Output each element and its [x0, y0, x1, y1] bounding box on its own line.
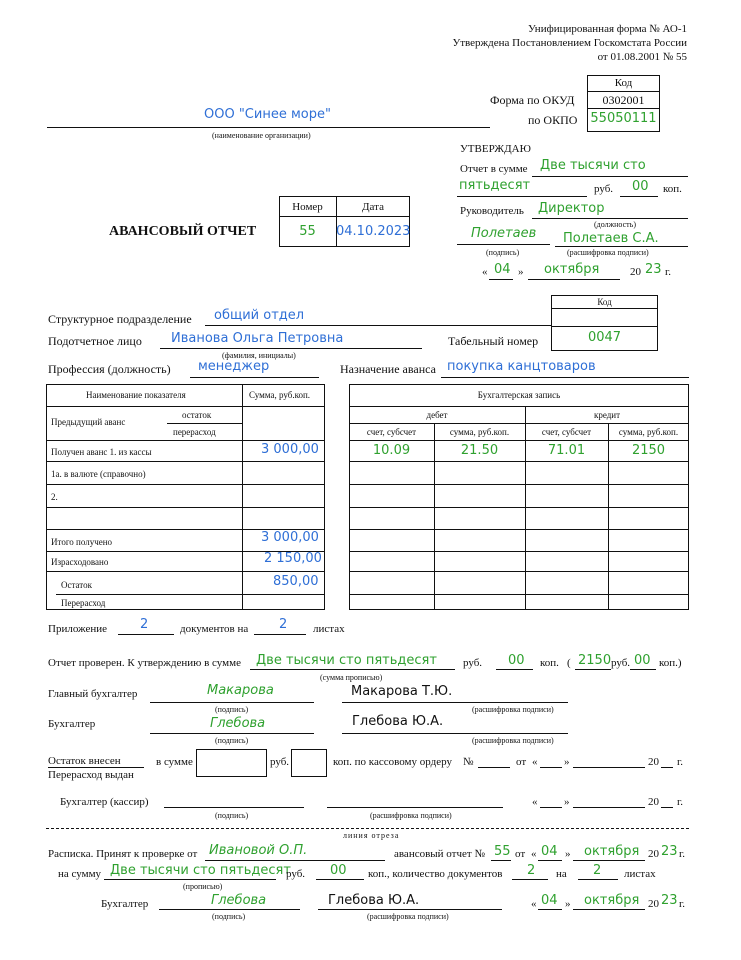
receipt-month: октября	[584, 844, 640, 859]
approve-head-label: Руководитель	[460, 205, 524, 217]
receipt2-year-prefix: 20	[648, 898, 659, 910]
receipt-quote-close: »	[565, 848, 571, 860]
receipt-year2: 23	[661, 893, 678, 908]
receipt-month2: октября	[584, 893, 640, 908]
report-date: 04.10.2023	[336, 224, 411, 239]
report-date-label: Дата	[362, 201, 384, 213]
tab-number-label: Табельный номер	[448, 334, 539, 348]
approve-quote-close: »	[518, 266, 524, 278]
approve-rub: руб.	[594, 183, 614, 195]
approve-kop-value: 00	[632, 179, 649, 194]
approve-decode-caption: (расшифровка подписи)	[567, 248, 649, 257]
cut-line	[46, 828, 689, 829]
approve-signature: Полетаев	[471, 226, 537, 241]
receipt-words-caption: (прописью)	[183, 882, 223, 891]
checked-rub2: руб.	[611, 657, 631, 669]
receipt2-quote-close: »	[565, 898, 571, 910]
cashier-decode-caption: (расшифровка подписи)	[370, 811, 452, 820]
receipt-sheets: листах	[624, 868, 656, 880]
checked-kop-value2: 00	[634, 653, 651, 668]
receipt-sum-label: на сумму	[58, 868, 102, 880]
prev-advance-label: Предыдущий аванс	[51, 417, 126, 427]
receipt-on: на	[556, 868, 567, 880]
okud-label: Форма по ОКУД	[490, 93, 575, 107]
cashier-label: Бухгалтер (кассир)	[60, 796, 149, 808]
approve-day: 04	[494, 262, 511, 277]
attachment-sheets-label: листах	[313, 623, 345, 635]
person-label: Подотчетное лицо	[48, 334, 142, 348]
form-header-line2: Утверждена Постановлением Госкомстата России	[452, 37, 687, 49]
approve-year: 23	[645, 262, 662, 277]
profession-value: менеджер	[198, 359, 270, 374]
receipt-year: 23	[661, 844, 678, 859]
credit-header: кредит	[593, 410, 621, 420]
receipt-label: Расписка. Принят к проверке от	[48, 848, 198, 860]
chief-decode-caption: (расшифровка подписи)	[472, 705, 554, 714]
checked-kop-value: 00	[508, 653, 525, 668]
chief-accountant-decoded: Макарова Т.Ю.	[351, 684, 453, 699]
person-caption: (фамилия, инициалы)	[222, 351, 296, 360]
accountant-decoded: Глебова Ю.А.	[352, 714, 444, 729]
total-received-label: Итого получено	[51, 537, 113, 547]
left-col2-header: Сумма, руб.коп.	[249, 390, 311, 400]
purpose-label: Назначение аванса	[340, 362, 436, 376]
okpo-value: 55050111	[590, 111, 657, 126]
profession-label: Профессия (должность)	[48, 362, 171, 376]
accountant-decode-caption: (расшифровка подписи)	[472, 736, 554, 745]
chief-sign-caption: (подпись)	[215, 705, 249, 714]
receipt2-quote-open: «	[531, 898, 537, 910]
receipt-day2: 04	[541, 893, 558, 908]
right-table-title: Бухгалтерская запись	[477, 390, 561, 400]
purpose-value: покупка канцтоваров	[447, 359, 596, 374]
receipt-acc-label: Бухгалтер	[101, 898, 149, 910]
cash-kop-box[interactable]	[291, 749, 327, 777]
attachment-sheets-count: 2	[279, 617, 288, 632]
receipt-number: 55	[494, 844, 511, 859]
spent-label: Израсходовано	[51, 557, 109, 567]
receipt-sum-words: Две тысячи сто пятьдесят	[110, 863, 291, 878]
cut-line-label: линия отреза	[343, 831, 400, 840]
receipt-kop-count-label: коп., количество документов	[368, 868, 503, 880]
receipt-kop-value: 00	[330, 863, 347, 878]
cash-quote-open: «	[532, 756, 538, 768]
person-value: Иванова Ольга Петровна	[171, 331, 344, 346]
receipt-day: 04	[541, 844, 558, 859]
approve-year-prefix: 20	[630, 266, 641, 278]
accountant-sign-caption: (подпись)	[215, 736, 249, 745]
attachment-docs-count: 2	[140, 617, 149, 632]
cash-num-sign: №	[463, 756, 474, 768]
chief-accountant-label: Главный бухгалтер	[48, 688, 138, 700]
received-2-label: 2.	[51, 492, 58, 502]
approve-sum-words-2: пятьдесят	[459, 178, 531, 193]
okud-value: 0302001	[602, 93, 645, 107]
receipt-rub: руб.	[286, 868, 306, 880]
codes-kod-label: Код	[614, 77, 633, 89]
cash-quote-close: »	[564, 756, 570, 768]
cashier-sign-caption: (подпись)	[215, 811, 249, 820]
receipt2-g: г.	[679, 898, 686, 910]
checked-kop2: коп.)	[659, 657, 682, 669]
cash-rub-box[interactable]	[196, 749, 267, 777]
credit-account-header: счет, субсчет	[541, 427, 592, 437]
approve-sum-label: Отчет в сумме	[460, 163, 528, 175]
receipt-acc-signature: Глебова	[211, 893, 267, 908]
receipt-g: г.	[679, 848, 686, 860]
receipt-from-person: Ивановой О.П.	[209, 843, 308, 858]
chief-accountant-signature: Макарова	[207, 683, 274, 698]
approve-sum-words-1: Две тысячи сто	[540, 158, 646, 173]
checked-words-caption: (сумма прописью)	[320, 673, 383, 682]
tab-number-value: 0047	[587, 330, 622, 345]
department-value: общий отдел	[214, 308, 305, 323]
receipt-report-label: авансовый отчет №	[394, 848, 485, 860]
okpo-label: по ОКПО	[528, 113, 578, 127]
approve-kop: коп.	[663, 183, 682, 195]
organization-name: ООО "Синее море"	[204, 107, 331, 122]
cashier-quote-open: «	[532, 796, 538, 808]
cash-rub: руб.	[270, 756, 290, 768]
form-header-line3: от 01.08.2001 № 55	[597, 51, 687, 63]
cash-in-sum-label: в сумме	[156, 756, 193, 768]
approve-head-position: Директор	[538, 201, 605, 216]
report-number: 55	[299, 224, 316, 239]
approve-quote-open: «	[482, 266, 488, 278]
checked-kop: коп.	[540, 657, 559, 669]
cash-pererashod-label: Перерасход выдан	[48, 769, 134, 781]
prev-remainder-label: остаток	[182, 410, 212, 420]
received-currency-label: 1а. в валюте (справочно)	[51, 469, 146, 479]
received-cash-value: 3 000,00	[261, 442, 319, 457]
organization-caption: (наименование организации)	[212, 131, 311, 140]
cash-g: г.	[677, 756, 684, 768]
receipt-doc-count: 2	[527, 863, 536, 878]
credit-account-value: 71.01	[547, 443, 586, 458]
approve-position-caption: (должность)	[594, 220, 636, 229]
accountant-label: Бухгалтер	[48, 718, 96, 730]
credit-amount-value: 2150	[631, 443, 666, 458]
approve-signature-caption: (подпись)	[486, 248, 520, 257]
cash-year-prefix: 20	[648, 756, 659, 768]
receipt-quote-open: «	[531, 848, 537, 860]
report-title: АВАНСОВЫЙ ОТЧЕТ	[109, 224, 257, 239]
checked-label: Отчет проверен. К утверждению в сумме	[48, 657, 241, 669]
left-col1-header: Наименование показателя	[86, 390, 186, 400]
ostatok-value: 850,00	[273, 574, 319, 589]
attachment-docs-label: документов на	[180, 623, 249, 635]
cashier-g: г.	[677, 796, 684, 808]
cash-ot: от	[516, 756, 527, 768]
receipt-sheet-count: 2	[593, 863, 602, 878]
cashier-year-prefix: 20	[648, 796, 659, 808]
debit-account-header: счет, субсчет	[366, 427, 417, 437]
prev-overspend-label: перерасход	[173, 427, 216, 437]
total-received-value: 3 000,00	[261, 530, 319, 545]
cash-ostatok-label: Остаток внесен	[48, 755, 121, 767]
employee-kod-label: Код	[597, 297, 612, 307]
received-cash-label: Получен аванс 1. из кассы	[51, 447, 152, 457]
accountant-signature: Глебова	[210, 716, 266, 731]
report-number-label: Номер	[292, 201, 323, 213]
receipt-decode-caption: (расшифровка подписи)	[367, 912, 449, 921]
department-label: Структурное подразделение	[48, 312, 192, 326]
checked-sum-digits: 2150	[578, 653, 612, 668]
pererashod-label: Перерасход	[61, 598, 106, 608]
approve-title: УТВЕРЖДАЮ	[460, 143, 531, 155]
ostatok-label: Остаток	[61, 580, 92, 590]
checked-rub: руб.	[463, 657, 483, 669]
debit-header: дебет	[426, 410, 448, 420]
form-header-line1: Унифицированная форма № АО-1	[527, 23, 687, 35]
debit-amount-value: 21.50	[460, 443, 499, 458]
debit-account-value: 10.09	[372, 443, 411, 458]
receipt-ot: от	[515, 848, 526, 860]
credit-amount-header: сумма, руб.коп.	[618, 427, 679, 437]
approve-signature-decoded: Полетаев С.А.	[563, 231, 659, 246]
approve-month: октября	[544, 262, 600, 277]
cashier-quote-close: »	[564, 796, 570, 808]
receipt-acc-decoded: Глебова Ю.А.	[328, 893, 420, 908]
checked-sum-words: Две тысячи сто пятьдесят	[256, 653, 437, 668]
spent-value: 2 150,00	[264, 551, 322, 566]
receipt-sign-caption: (подпись)	[212, 912, 246, 921]
attachment-label: Приложение	[48, 623, 108, 635]
receipt-year-prefix: 20	[648, 848, 659, 860]
checked-paren: (	[567, 657, 571, 669]
debit-amount-header: сумма, руб.коп.	[449, 427, 510, 437]
approve-g: г.	[665, 266, 672, 278]
cash-kop-order: коп. по кассовому ордеру	[333, 756, 452, 768]
